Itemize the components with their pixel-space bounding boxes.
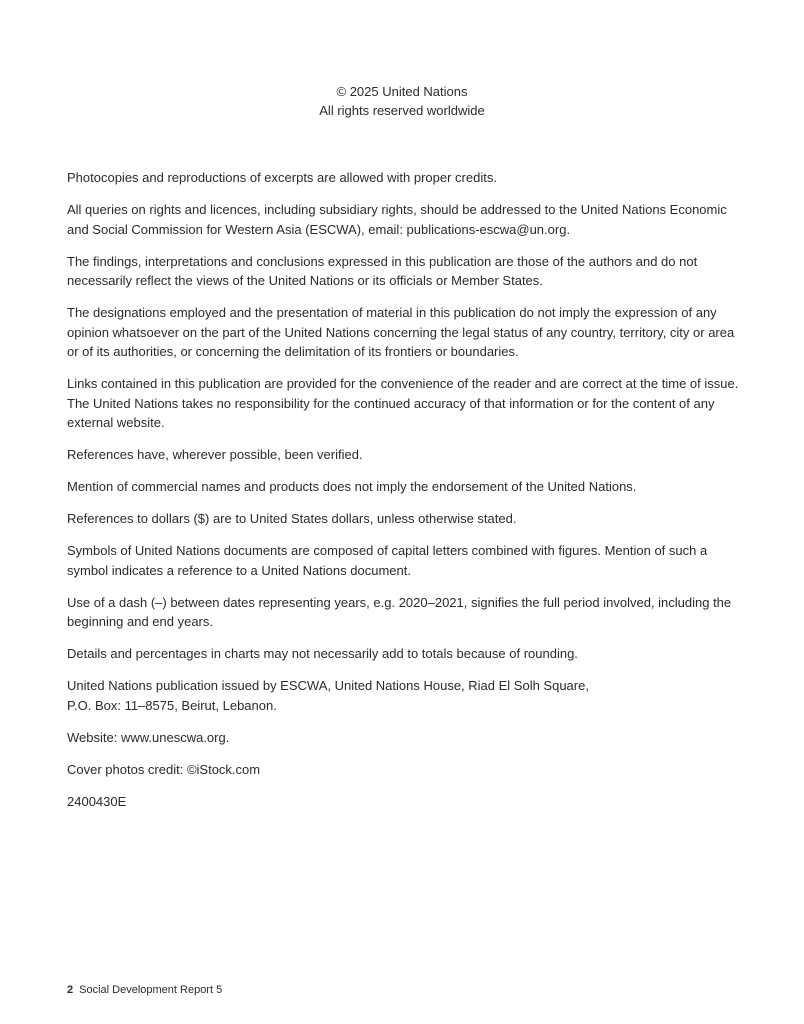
paragraph-dollars: References to dollars ($) are to United States dollars, unless otherwise stated. <box>67 511 517 526</box>
copyright-notice: © 2025 United Nations <box>336 84 468 99</box>
paragraph-queries: All queries on rights and licences, including subsidiary rights, should be addressed to the United Nations Economic and Social Commission for Western Asia (ESCWA), email: publications-escwa@un.org. <box>67 202 727 237</box>
paragraph-dash: Use of a dash (–) between dates representing years, e.g. 2020–2021, signifies the full period involved, including the beginning and end years. <box>67 594 732 629</box>
page-footer <box>67 982 222 998</box>
rights-notice: All rights reserved worldwide <box>319 103 485 118</box>
paragraph-document-code: 2400430E <box>67 793 127 809</box>
legal-notices <box>67 168 739 824</box>
paragraph-references-verified: References have, wherever possible, been verified. <box>67 447 363 462</box>
paragraph-rounding: Details and percentages in charts may not necessarily add to totals because of rounding. <box>67 646 578 661</box>
paragraph-cover-credit: Cover photos credit: ©iStock.com <box>67 761 261 777</box>
report-title: Social Development Report 5 <box>79 984 223 996</box>
paragraph-publication-address: United Nations publication issued by ESCWA, United Nations House, Riad El Solh Square, P.O. Box: 11–8575, Beirut, Lebanon. <box>67 678 589 713</box>
paragraph-links: Links contained in this publication are provided for the convenience of the reader and are correct at the time of issue. The United Nations takes no responsibility for the continued accuracy of that information or for the content of any external website. <box>67 376 739 430</box>
copyright-block <box>0 82 804 120</box>
paragraph-photocopies: Photocopies and reproductions of excerpts are allowed with proper credits. <box>67 170 497 185</box>
paragraph-findings: The findings, interpretations and conclusions expressed in this publication are those of the authors and do not necessarily reflect the views of the United Nations or its officials or Member States. <box>67 253 698 288</box>
paragraph-website: Website: www.unescwa.org. <box>67 729 230 745</box>
page-number: 2 <box>67 984 74 996</box>
paragraph-symbols: Symbols of United Nations documents are composed of capital letters combined with figures. Mention of such a symbol indicates a reference to a United Nations document. <box>67 543 708 578</box>
paragraph-designations: The designations employed and the presentation of material in this publication do not imply the expression of any opinion whatsoever on the part of the United Nations concerning the legal status of any country, territory, city or area or of its authorities, or concerning the delimitation of its frontiers or boundaries. <box>67 305 735 359</box>
paragraph-commercial-names: Mention of commercial names and products does not imply the endorsement of the United Nations. <box>67 479 637 494</box>
